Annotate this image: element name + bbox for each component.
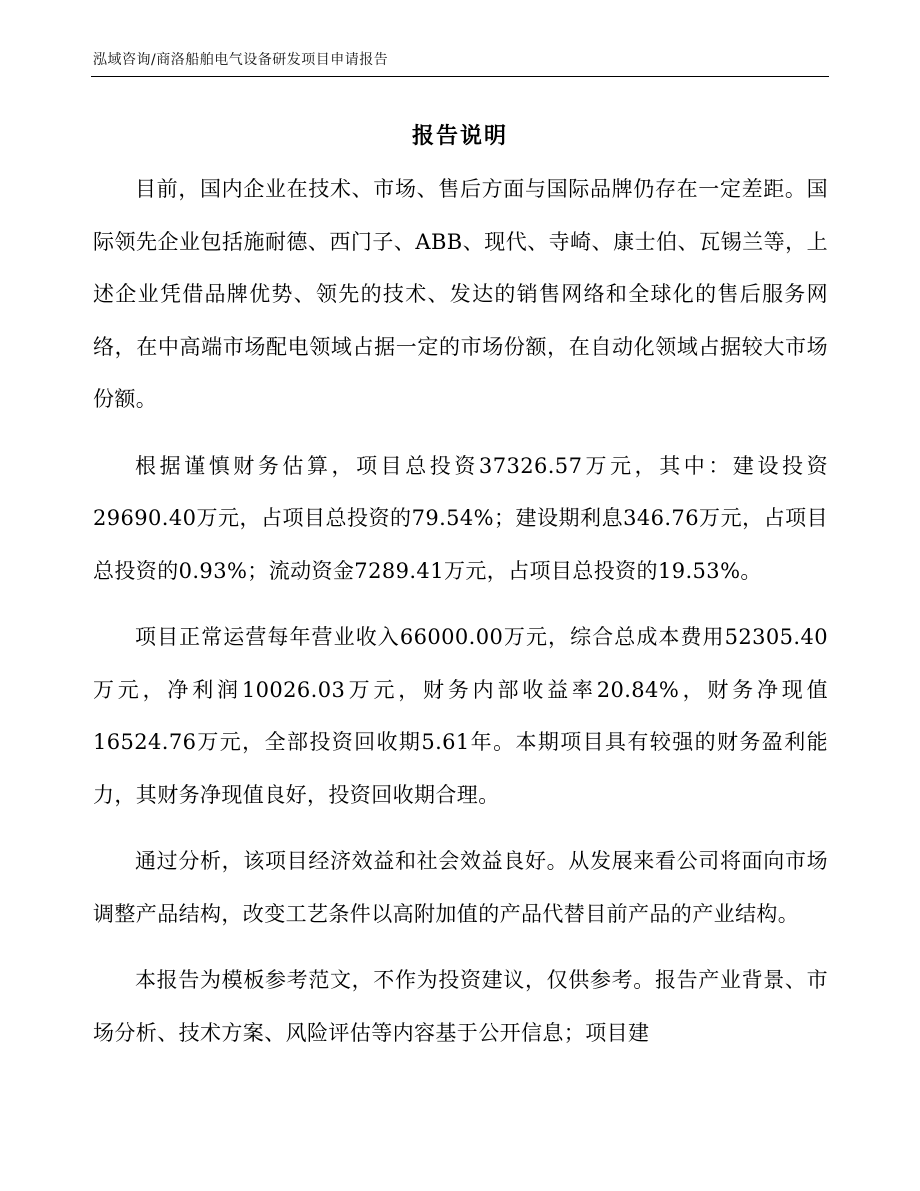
paragraph-disclaimer: 本报告为模板参考范文，不作为投资建议，仅供参考。报告产业背景、市场分析、技术方案、风险评估等内容基于公开信息；项目建 — [93, 968, 828, 1045]
header-divider — [91, 76, 829, 77]
document-body — [93, 163, 828, 1073]
document-title: 报告说明 — [411, 124, 508, 149]
paragraph-benefit-analysis: 通过分析，该项目经济效益和社会效益良好。从发展来看公司将面向市场调整产品结构，改变工艺条件以高附加值的产品代替目前产品的产业结构。 — [93, 849, 828, 926]
paragraph-operating-revenue: 项目正常运营每年营业收入66000.00万元，综合总成本费用52305.40万元，净利润10026.03万元，财务内部收益率20.84%，财务净现值16524.76万元，全部投资回收期5.61年。本期项目具有较强的财务盈利能力，其财务净现值良好，投资回收期合理。 — [93, 625, 828, 807]
paragraph-market-competition: 目前，国内企业在技术、市场、售后方面与国际品牌仍存在一定差距。国际领先企业包括施耐德、西门子、ABB、现代、寺崎、康士伯、瓦锡兰等，上述企业凭借品牌优势、领先的技术、发达的销售网络和全球化的售后服务网络，在中高端市场配电领域占据一定的市场份额，在自动化领域占据较大市场份额。 — [93, 177, 828, 411]
running-header: 泓域咨询/商洛船舶电气设备研发项目申请报告 — [93, 52, 389, 68]
paragraph-investment-estimate: 根据谨慎财务估算，项目总投资37326.57万元，其中：建设投资29690.40万元，占项目总投资的79.54%；建设期利息346.76万元，占项目总投资的0.93%；流动资金7289.41万元，占项目总投资的19.53%。 — [93, 453, 828, 583]
